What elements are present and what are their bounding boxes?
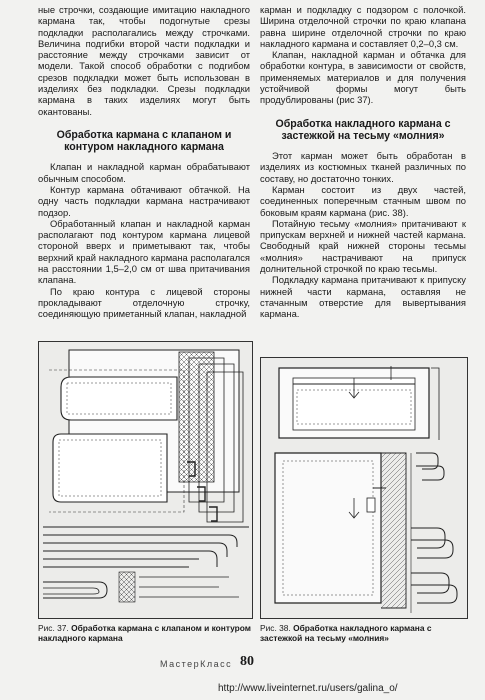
left-paragraph-2: Контур кармана обтачивают обтачкой. На одну часть подкладки кармана настрачивают подзор. [38, 183, 250, 218]
right-paragraph-1: карман и подкладку с подзором с полочкой. Ширина отделочной строчки по краю клапана равна ширине отделочной строчки по краю накладного кармана и составляет 0,2–0,3 см. [260, 4, 466, 49]
figure-37-title: Обработка кармана с клапаном и контуром накладного кармана [38, 623, 252, 643]
left-column [38, 4, 250, 320]
figure-38-title: Обработка накладного кармана с застежкой на тесьму «молния» [260, 623, 432, 643]
figure-38 [260, 357, 468, 619]
page-number: 80 [240, 654, 254, 669]
footer-brand: МастерКласс [160, 659, 233, 669]
figure-38-number: Рис. 38. [260, 623, 291, 633]
footer-url[interactable]: http://www.liveinternet.ru/users/galina_o/ [218, 683, 398, 694]
figure-37 [38, 341, 253, 619]
figure-37-caption [38, 623, 251, 643]
figure-38-illustration [261, 358, 467, 618]
left-paragraph-1: Клапан и накладной карман обрабатывают обычным способом. [38, 161, 250, 184]
figure-38-caption [260, 623, 466, 643]
figure-37-number: Рис. 37. [38, 623, 69, 633]
right-paragraph-4: Карман состоит из двух частей, соединенных поперечным стачным швом по боковым краям кармана (рис. 38). [260, 183, 466, 218]
left-paragraph-4: По краю контура с лицевой стороны прокладывают отделочную строчку, соединяющую приметанный клапан, накладной [38, 285, 250, 320]
right-paragraph-3: Этот карман может быть обработан в изделиях из костюмных тканей различных по составу, но достаточно тонких. [260, 150, 466, 184]
right-column [260, 4, 466, 320]
right-paragraph-2: Клапан, накладной карман и обтачка для обработки контура, в зависимости от свойств, применяемых материалов и для получения устойчивой формы могут быть продублированы (рис 37). [260, 49, 466, 106]
left-intro-paragraph: ные строчки, создающие имитацию накладного кармана так, чтобы подогнутые срезы подкладки располагались между строчками. Величина подгибки второй части подкладки и расстояние между строчками зависит от модели. Такой способ обработки с подгибом срезов подкладки может быть использован в изделиях без подкладки. Срезы подкладки кармана в таких изделиях могут быть окантованы. [38, 4, 250, 117]
left-heading: Обработка кармана с клапаном и контуром накладного кармана [56, 128, 232, 154]
right-heading: Обработка накладного кармана с застежкой на тесьму «молния» [275, 117, 451, 142]
right-paragraph-6: Подкладку кармана притачивают к припуску нижней части кармана, оставляя не стачанным отверстие для вывертывания кармана. [260, 274, 466, 320]
left-paragraph-3: Обработанный клапан и накладной карман располагают под контуром кармана лицевой стороной вверх и приметывают так, чтобы верхний край накладного кармана располагался на расстоянии 1,5–2,0 см от шва притачивания клапана. [38, 217, 250, 286]
figure-37-illustration [39, 342, 252, 618]
right-paragraph-5: Потайную тесьму «молния» притачивают к припускам верхней и нижней частей кармана. Свободный край нижней стороны тесьмы «молния» настрачивают на припуск долнительной строчкой по краю тесьмы. [260, 217, 466, 275]
